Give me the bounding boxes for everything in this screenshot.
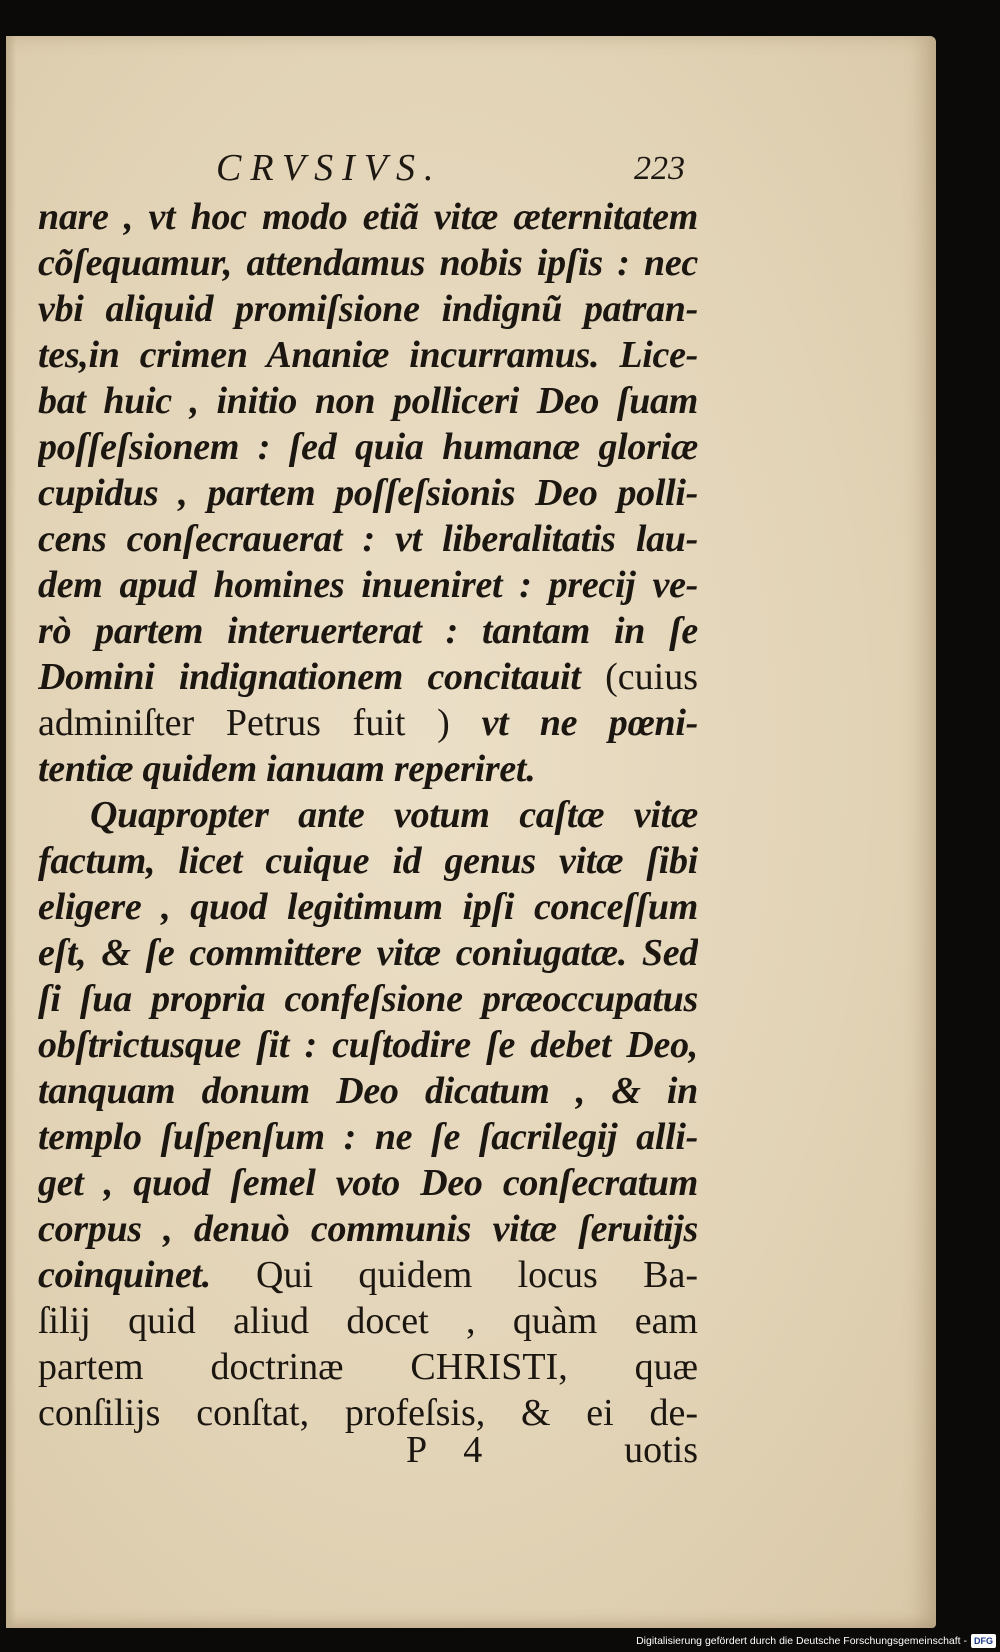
running-head-title: CRVSIVS. [216, 147, 443, 189]
text-line [38, 1160, 698, 1206]
text-line [38, 332, 698, 378]
signature-line [38, 1428, 698, 1478]
text-line [38, 516, 698, 562]
text-line [38, 608, 698, 654]
text-segment: bat huic , initio non polliceri Deo ſuam [38, 380, 698, 422]
text-segment: cõſequamur, attendamus nobis ipſis : nec [38, 242, 698, 284]
text-segment: get , quod ſemel voto Deo conſecratum [38, 1162, 698, 1204]
text-segment: tentiæ quidem ianuam reperiret. [38, 748, 536, 790]
text-line [38, 194, 698, 240]
signature-mark: P 4 [406, 1429, 497, 1471]
text-line [38, 838, 698, 884]
text-line [38, 930, 698, 976]
text-segment: Qui quidem locus Ba- [256, 1254, 698, 1296]
text-segment: cens conſecrauerat : vt liberalitatis lau- [38, 518, 698, 560]
text-segment: tanquam donum Deo dicatum , & in [38, 1070, 698, 1112]
text-segment: eſt, & ſe committere vitæ coniugatæ. Sed [38, 932, 698, 974]
running-head [6, 146, 936, 196]
text-line [38, 700, 698, 746]
body-text [38, 194, 698, 1436]
text-line [38, 1252, 698, 1298]
text-line [38, 424, 698, 470]
text-segment: ſilij quid aliud docet , quàm eam [38, 1300, 698, 1342]
text-line [38, 470, 698, 516]
text-segment: eligere , quod legitimum ipſi conceſſum [38, 886, 698, 928]
text-line [38, 792, 698, 838]
text-segment: obſtrictusque ſit : cuſtodire ſe debet Deo, [38, 1024, 698, 1066]
text-line [38, 1022, 698, 1068]
text-segment: vt ne pœni- [481, 702, 698, 744]
text-segment: (cuius [605, 656, 698, 698]
text-segment: cupidus , partem poſſeſsionis Deo polli- [38, 472, 698, 514]
text-line [38, 286, 698, 332]
text-line [38, 654, 698, 700]
text-segment: templo ſuſpenſum : ne ſe ſacrilegij alli- [38, 1116, 698, 1158]
text-segment: coinquinet. [38, 1254, 257, 1296]
text-segment: Domini indignationem concitauit [38, 656, 606, 698]
dfg-logo: DFG [971, 1634, 996, 1648]
text-segment: corpus , denuò communis vitæ ſeruitijs [38, 1208, 698, 1250]
text-line [38, 1068, 698, 1114]
text-segment: rò partem interuerterat : tantam in ſe [38, 610, 698, 652]
text-segment: adminiſter Petrus fuit ) [38, 702, 482, 744]
page-gutter-shadow [6, 36, 16, 1628]
catchword: uotis [624, 1429, 698, 1471]
text-line [38, 1206, 698, 1252]
page-number: 223 [634, 150, 685, 187]
text-segment: factum, licet cuique id genus vitæ ſibi [38, 840, 698, 882]
text-line [38, 1298, 698, 1344]
text-line [38, 746, 698, 792]
text-segment: ſi ſua propria confeſsione præoccupatus [38, 978, 698, 1020]
text-line [38, 1114, 698, 1160]
text-segment: poſſeſsionem : ſed quia humanæ gloriæ [38, 426, 698, 468]
text-segment: dem apud homines inueniret : precij ve- [38, 564, 698, 606]
book-page [6, 36, 936, 1628]
text-line [38, 976, 698, 1022]
text-segment: nare , vt hoc modo etiã vitæ æternitatem [38, 196, 698, 238]
text-line [38, 562, 698, 608]
text-segment: tes,in crimen Ananiæ incurramus. Lice- [38, 334, 698, 376]
digitization-credit [636, 1632, 996, 1650]
text-line [38, 1344, 698, 1390]
text-segment: Quapropter ante votum caſtæ vitæ [90, 794, 698, 836]
text-segment: vbi aliquid promiſsione indignũ patran- [38, 288, 698, 330]
text-line [38, 378, 698, 424]
text-segment: conſilijs conſtat, profeſsis, & ei de- [38, 1392, 698, 1434]
text-segment: partem doctrinæ CHRISTI, quæ [38, 1346, 698, 1388]
text-line [38, 884, 698, 930]
text-line [38, 240, 698, 286]
credit-text: Digitalisierung gefördert durch die Deutsche Forschungsgemeinschaft - [636, 1635, 967, 1647]
